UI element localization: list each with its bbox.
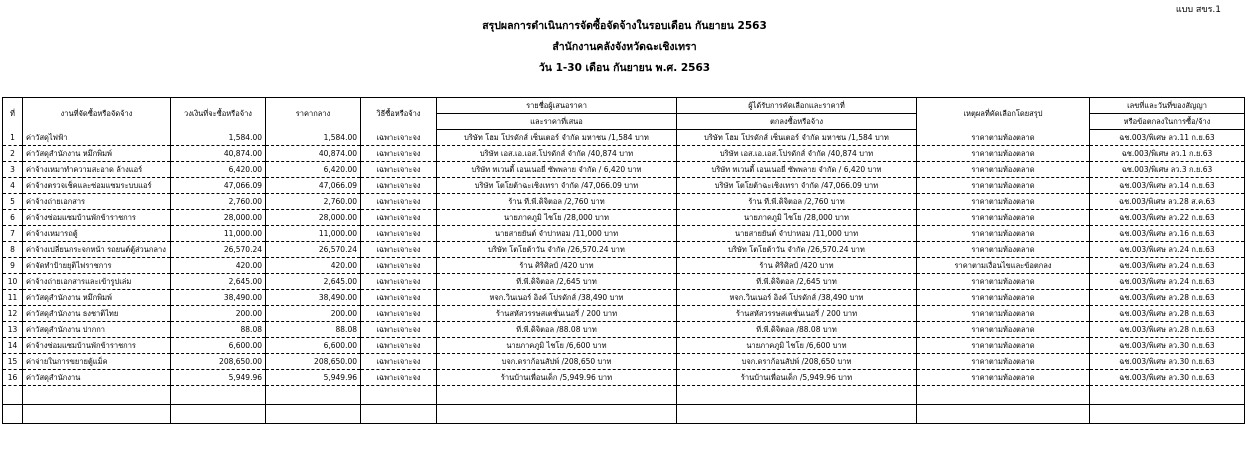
cell-no: 4: [3, 178, 23, 194]
table-row: [3, 354, 1245, 370]
cell-reason: ราคาตามท้องตลาด: [917, 354, 1090, 370]
empty-cell: [437, 386, 677, 405]
cell-budget: 2,760.00: [171, 194, 266, 210]
col-item-header: งานที่จัดซื้อหรือจัดจ้าง: [23, 98, 171, 130]
cell-reason: ราคาตามท้องตลาด: [917, 130, 1090, 146]
cell-reason: ราคาตามท้องตลาด: [917, 162, 1090, 178]
cell-median-price: 5,949.96: [266, 370, 361, 386]
col-median-header: ราคากลาง: [266, 98, 361, 130]
cell-budget: 6,600.00: [171, 338, 266, 354]
table-row: [3, 178, 1245, 194]
cell-median-price: 2,760.00: [266, 194, 361, 210]
cell-bidder: นายสายยันต์ จำปาหอม /11,000 บาท: [437, 226, 677, 242]
cell-budget: 200.00: [171, 306, 266, 322]
col-winner-subheader: ตกลงซื้อหรือจ้าง: [677, 114, 917, 130]
cell-budget: 420.00: [171, 258, 266, 274]
table-row: [3, 274, 1245, 290]
empty-cell: [437, 405, 677, 424]
cell-winner: ร้านบ้านเพื่อนเด็ก /5,949.96 บาท: [677, 370, 917, 386]
empty-cell: [266, 386, 361, 405]
cell-reason: ราคาตามท้องตลาด: [917, 242, 1090, 258]
cell-winner: ร้านสหัสวรรษสเตชั่นเนอรี่ / 200 บาท: [677, 306, 917, 322]
cell-budget: 47,066.09: [171, 178, 266, 194]
report-agency: สำนักงานคลังจังหวัดฉะเชิงเทรา: [552, 41, 697, 53]
cell-no: 15: [3, 354, 23, 370]
cell-reason: ราคาตามท้องตลาด: [917, 370, 1090, 386]
cell-contract: ฉช.003/พิเศษ ลว.28 ก.ย.63: [1090, 290, 1245, 306]
cell-item: ค่าจ้างเหมาทำความสะอาด ล้างแอร์: [23, 162, 171, 178]
cell-contract: ฉช.003/พิเศษ ลว.16 ก.ย.63: [1090, 226, 1245, 242]
cell-item: ค่าวัสดุสำนักงาน: [23, 370, 171, 386]
empty-cell: [3, 386, 23, 405]
table-body: [3, 130, 1245, 424]
cell-median-price: 47,066.09: [266, 178, 361, 194]
cell-method: เฉพาะเจาะจง: [361, 306, 437, 322]
table-row: [3, 242, 1245, 258]
cell-no: 11: [3, 290, 23, 306]
col-winner-header: ผู้ได้รับการคัดเลือกและราคาที่: [677, 98, 917, 114]
cell-method: เฉพาะเจาะจง: [361, 194, 437, 210]
cell-median-price: 6,600.00: [266, 338, 361, 354]
cell-method: เฉพาะเจาะจง: [361, 226, 437, 242]
cell-winner: ที.พี.ดิจิตอล /88.08 บาท: [677, 322, 917, 338]
cell-no: 13: [3, 322, 23, 338]
cell-budget: 11,000.00: [171, 226, 266, 242]
cell-no: 8: [3, 242, 23, 258]
empty-cell: [171, 405, 266, 424]
col-contract-header: เลขที่และวันที่ของสัญญา: [1090, 98, 1245, 114]
cell-winner: บจก.ดราก้อนสัปพ์ /208,650 บาท: [677, 354, 917, 370]
cell-reason: ราคาตามท้องตลาด: [917, 306, 1090, 322]
cell-reason: ราคาตามท้องตลาด: [917, 338, 1090, 354]
cell-budget: 208,650.00: [171, 354, 266, 370]
report-titles: [0, 16, 1249, 79]
cell-bidder: ร้านสหัสวรรษสเตชั่นเนอรี่ / 200 บาท: [437, 306, 677, 322]
table-row: [3, 146, 1245, 162]
report-period: วัน 1-30 เดือน กันยายน พ.ศ. 2563: [538, 62, 711, 74]
cell-median-price: 40,874.00: [266, 146, 361, 162]
cell-no: 7: [3, 226, 23, 242]
cell-winner: บริษัท โตโยต้าฉะเชิงเทรา จำกัด /47,066.09 บาท: [677, 178, 917, 194]
cell-contract: ฉช.003/พิเศษ ลว.28 ส.ค.63: [1090, 194, 1245, 210]
cell-budget: 88.08: [171, 322, 266, 338]
empty-row: [3, 386, 1245, 405]
cell-budget: 26,570.24: [171, 242, 266, 258]
cell-bidder: นายภาคภูมิ ไชโย /6,600 บาท: [437, 338, 677, 354]
table-row: [3, 370, 1245, 386]
cell-bidder: บริษัท โตโยต้าวัน จำกัด /26,570.24 บาท: [437, 242, 677, 258]
form-code: แบบ สขร.1: [1175, 5, 1221, 15]
cell-winner: บริษัท โฮม โปรดักส์ เซ็นเตอร์ จำกัด มหาชน /1,584 บาท: [677, 130, 917, 146]
table-row: [3, 210, 1245, 226]
cell-contract: ฉช.003/พิเศษ ลว.30 ก.ย.63: [1090, 354, 1245, 370]
cell-item: ค่าจ้างตรวจเช็คและซ่อมแซมระบบแอร์: [23, 178, 171, 194]
cell-no: 10: [3, 274, 23, 290]
cell-reason: ราคาตามท้องตลาด: [917, 290, 1090, 306]
cell-reason: ราคาตามท้องตลาด: [917, 178, 1090, 194]
col-budget-header: วงเงินที่จะซื้อหรือจ้าง: [171, 98, 266, 130]
cell-budget: 6,420.00: [171, 162, 266, 178]
cell-item: ค่าวัสดุไฟฟ้า: [23, 130, 171, 146]
cell-method: เฉพาะเจาะจง: [361, 370, 437, 386]
cell-budget: 5,949.96: [171, 370, 266, 386]
table-row: [3, 162, 1245, 178]
col-method-header: วิธีซื้อหรือจ้าง: [361, 98, 437, 130]
cell-item: ค่าจ่ายในการขยายตู้แม็ค: [23, 354, 171, 370]
table-row: [3, 258, 1245, 274]
table-row: [3, 226, 1245, 242]
cell-method: เฉพาะเจาะจง: [361, 178, 437, 194]
cell-bidder: บริษัท โตโยต้าฉะเชิงเทรา จำกัด /47,066.09 บาท: [437, 178, 677, 194]
cell-bidder: นายภาคภูมิ ไชโย /28,000 บาท: [437, 210, 677, 226]
cell-method: เฉพาะเจาะจง: [361, 354, 437, 370]
cell-budget: 40,874.00: [171, 146, 266, 162]
cell-bidder: ที.พี.ดิจิตอล /88.08 บาท: [437, 322, 677, 338]
cell-budget: 2,645.00: [171, 274, 266, 290]
cell-bidder: ที.พี.ดิจิตอล /2,645 บาท: [437, 274, 677, 290]
cell-no: 12: [3, 306, 23, 322]
cell-winner: บริษัท โตโยต้าวัน จำกัด /26,570.24 บาท: [677, 242, 917, 258]
cell-reason: ราคาตามท้องตลาด: [917, 274, 1090, 290]
cell-median-price: 208,650.00: [266, 354, 361, 370]
cell-item: ค่าจ้างซ่อมแซมบ้านพักข้าราชการ: [23, 210, 171, 226]
cell-median-price: 1,584.00: [266, 130, 361, 146]
cell-method: เฉพาะเจาะจง: [361, 274, 437, 290]
cell-winner: ร้าน ที.พี.ดิจิตอล /2,760 บาท: [677, 194, 917, 210]
empty-cell: [1090, 386, 1245, 405]
cell-budget: 38,490.00: [171, 290, 266, 306]
cell-bidder: หจก.วินเนอร์ อิงค์ โปรดักส์ /38,490 บาท: [437, 290, 677, 306]
cell-method: เฉพาะเจาะจง: [361, 338, 437, 354]
empty-cell: [917, 386, 1090, 405]
cell-item: ค่าจ้างถ่ายเอกสาร: [23, 194, 171, 210]
cell-contract: ฉช.003/พิเศษ ลว.22 ก.ย.63: [1090, 210, 1245, 226]
col-bidders-header: รายชื่อผู้เสนอราคา: [437, 98, 677, 114]
cell-median-price: 420.00: [266, 258, 361, 274]
cell-winner: นายสายยันต์ จำปาหอม /11,000 บาท: [677, 226, 917, 242]
procurement-table: [2, 97, 1245, 424]
cell-median-price: 11,000.00: [266, 226, 361, 242]
cell-no: 6: [3, 210, 23, 226]
cell-item: ค่าจ้างเปลี่ยนกระจกหน้า รถยนต์ตู้ส่วนกลาง: [23, 242, 171, 258]
report-title: สรุปผลการดำเนินการจัดซื้อจัดจ้างในรอบเดือน กันยายน 2563: [482, 20, 767, 32]
cell-method: เฉพาะเจาะจง: [361, 162, 437, 178]
cell-no: 16: [3, 370, 23, 386]
cell-no: 2: [3, 146, 23, 162]
empty-cell: [1090, 405, 1245, 424]
empty-cell: [23, 386, 171, 405]
cell-bidder: บริษัท โฮม โปรดักส์ เซ็นเตอร์ จำกัด มหาชน /1,584 บาท: [437, 130, 677, 146]
col-contract-subheader: หรือข้อตกลงในการซื้อ/จ้าง: [1090, 114, 1245, 130]
cell-bidder: บริษัท ทเวนตี้ เอนเนอยี่ ซัพพลาย จำกัด / 6,420 บาท: [437, 162, 677, 178]
cell-bidder: ร้าน ศิริศิลป์ /420 บาท: [437, 258, 677, 274]
cell-reason: ราคาตามท้องตลาด: [917, 226, 1090, 242]
cell-contract: ฉช.003/พิเศษ ลว.24 ก.ย.63: [1090, 258, 1245, 274]
cell-contract: ฉช.003/พิเศษ ลว.24 ก.ย.63: [1090, 242, 1245, 258]
empty-cell: [23, 405, 171, 424]
cell-winner: บริษัท เอส.เอ.เอส.โปรดักส์ จำกัด /40,874 บาท: [677, 146, 917, 162]
cell-winner: นายภาคภูมิ ไชโย /6,600 บาท: [677, 338, 917, 354]
cell-no: 1: [3, 130, 23, 146]
cell-method: เฉพาะเจาะจง: [361, 322, 437, 338]
empty-cell: [3, 405, 23, 424]
cell-contract: ฉช.003/พิเศษ ลว.24 ก.ย.63: [1090, 274, 1245, 290]
cell-budget: 28,000.00: [171, 210, 266, 226]
table-row: [3, 338, 1245, 354]
cell-item: ค่าจ้างเหมารถตู้: [23, 226, 171, 242]
cell-contract: ฉช.003/พิเศษ ลว.30 ก.ย.63: [1090, 338, 1245, 354]
table-row: [3, 194, 1245, 210]
cell-median-price: 200.00: [266, 306, 361, 322]
empty-cell: [361, 386, 437, 405]
cell-contract: ฉช.003/พิเศษ ลว.30 ก.ย.63: [1090, 370, 1245, 386]
cell-item: ค่าจ้างซ่อมแซมบ้านพักข้าราชการ: [23, 338, 171, 354]
empty-cell: [917, 405, 1090, 424]
cell-reason: ราคาตามเงื่อนไขและข้อตกลง: [917, 258, 1090, 274]
cell-item: ค่าจัดทำป้ายยุติไฟราชการ: [23, 258, 171, 274]
cell-winner: ร้าน ศิริศิลป์ /420 บาท: [677, 258, 917, 274]
empty-row: [3, 405, 1245, 424]
cell-item: ค่าจ้างถ่ายเอกสารและเข้ารูปเล่ม: [23, 274, 171, 290]
col-no-header: ที่: [3, 98, 23, 130]
cell-no: 5: [3, 194, 23, 210]
cell-budget: 1,584.00: [171, 130, 266, 146]
cell-no: 3: [3, 162, 23, 178]
cell-method: เฉพาะเจาะจง: [361, 242, 437, 258]
col-reason-header: เหตุผลที่คัดเลือกโดยสรุป: [917, 98, 1090, 130]
col-bidders-subheader: และราคาที่เสนอ: [437, 114, 677, 130]
cell-median-price: 38,490.00: [266, 290, 361, 306]
cell-winner: บริษัท ทเวนตี้ เอนเนอยี่ ซัพพลาย จำกัด / 6,420 บาท: [677, 162, 917, 178]
empty-cell: [171, 386, 266, 405]
cell-median-price: 28,000.00: [266, 210, 361, 226]
cell-median-price: 26,570.24: [266, 242, 361, 258]
cell-median-price: 2,645.00: [266, 274, 361, 290]
cell-method: เฉพาะเจาะจง: [361, 146, 437, 162]
cell-method: เฉพาะเจาะจง: [361, 210, 437, 226]
cell-method: เฉพาะเจาะจง: [361, 258, 437, 274]
cell-reason: ราคาตามท้องตลาด: [917, 194, 1090, 210]
table-header: [3, 98, 1245, 130]
cell-item: ค่าวัสดุสำนักงาน หมึกพิมพ์: [23, 290, 171, 306]
cell-no: 14: [3, 338, 23, 354]
table-row: [3, 130, 1245, 146]
cell-item: ค่าวัสดุสำนักงาน ธงชาติไทย: [23, 306, 171, 322]
empty-cell: [266, 405, 361, 424]
cell-contract: ฉช.003/พิเศษ ลว.1 ก.ย.63: [1090, 146, 1245, 162]
cell-contract: ฉช.003/พิเศษ ลว.28 ก.ย.63: [1090, 306, 1245, 322]
cell-bidder: ร้าน ที.พี.ดิจิตอล /2,760 บาท: [437, 194, 677, 210]
empty-cell: [677, 386, 917, 405]
cell-bidder: บริษัท เอส.เอ.เอส.โปรดักส์ จำกัด /40,874 บาท: [437, 146, 677, 162]
cell-item: ค่าวัสดุสำนักงาน หมึกพิมพ์: [23, 146, 171, 162]
cell-reason: ราคาตามท้องตลาด: [917, 146, 1090, 162]
cell-median-price: 88.08: [266, 322, 361, 338]
cell-contract: ฉช.003/พิเศษ ลว.11 ก.ย.63: [1090, 130, 1245, 146]
cell-method: เฉพาะเจาะจง: [361, 290, 437, 306]
table-row: [3, 306, 1245, 322]
cell-no: 9: [3, 258, 23, 274]
cell-winner: นายภาคภูมิ ไชโย /28,000 บาท: [677, 210, 917, 226]
cell-item: ค่าวัสดุสำนักงาน ปากกา: [23, 322, 171, 338]
cell-median-price: 6,420.00: [266, 162, 361, 178]
cell-winner: ที.พี.ดิจิตอล /2,645 บาท: [677, 274, 917, 290]
cell-reason: ราคาตามท้องตลาด: [917, 210, 1090, 226]
empty-cell: [361, 405, 437, 424]
cell-method: เฉพาะเจาะจง: [361, 130, 437, 146]
cell-winner: หจก.วินเนอร์ อิงค์ โปรดักส์ /38,490 บาท: [677, 290, 917, 306]
cell-bidder: บจก.ดราก้อนสัปพ์ /208,650 บาท: [437, 354, 677, 370]
cell-contract: ฉช.003/พิเศษ ลว.3 ก.ย.63: [1090, 162, 1245, 178]
table-row: [3, 290, 1245, 306]
cell-contract: ฉช.003/พิเศษ ลว.28 ก.ย.63: [1090, 322, 1245, 338]
table-row: [3, 322, 1245, 338]
cell-contract: ฉช.003/พิเศษ ลว.14 ก.ย.63: [1090, 178, 1245, 194]
empty-cell: [677, 405, 917, 424]
cell-bidder: ร้านบ้านเพื่อนเด็ก /5,949.96 บาท: [437, 370, 677, 386]
cell-reason: ราคาตามท้องตลาด: [917, 322, 1090, 338]
